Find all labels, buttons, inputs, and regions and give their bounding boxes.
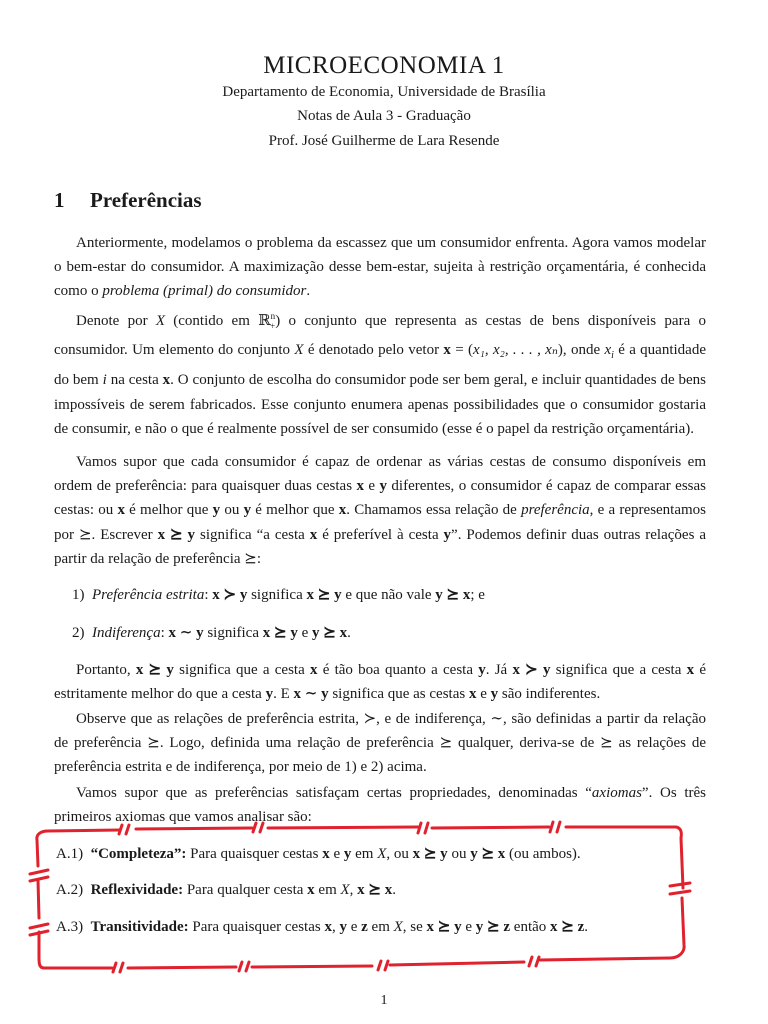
professor-line: Prof. José Guilherme de Lara Resende xyxy=(268,133,500,149)
paragraph-6: Vamos supor que as preferências satisfaçam certas propriedades, denominadas “axiomas”. Os três primeiros axiomas que vamos analisar são: xyxy=(54,785,706,826)
page-number: 1 xyxy=(380,993,388,1008)
notes-line: Notas de Aula 3 - Graduação xyxy=(297,108,471,124)
section-heading xyxy=(54,188,202,213)
paragraph-3: Vamos supor que cada consumidor é capaz de ordenar as várias cestas de consumo disponíveis em ordem de preferência: para quaisquer duas cestas x e y diferentes, o consumidor é capaz de comparar essas cestas: ou x é melhor que y ou y é melhor que x. Chamamos essa relação de preferência, e a representamos por ⪰. Escrever x ⪰ y significa “a cesta x é preferível à cesta y”. Podemos definir duas outras relações a partir da relação de preferência ⪰: xyxy=(54,454,707,567)
section-title: Preferências xyxy=(90,188,202,212)
paragraph-1: Anteriormente, modelamos o problema da escassez que um consumidor enfrenta. Agora vamos modelar o bem-estar do consumidor. A maximização desse bem-estar, sujeita à restrição orçamentária, é conhecida como o problema (primal) do consumidor. xyxy=(54,235,706,300)
section-number: 1 xyxy=(54,188,65,212)
paragraph-5: Observe que as relações de preferência estrita, ≻, e de indiferença, ∼, são definidas a partir da relação de preferência ⪰. Logo, definida uma relação de preferência ⪰ qualquer, deriva-se de ⪰ as relações de preferência estrita e de indiferença, por meio de 1) e 2) acima. xyxy=(54,711,706,776)
paragraph-2: Denote por X (contido em ℝ$^n_+$) o conjunto que representa as cestas de bens disponíveis para o consumidor. Um elemento do conjunto X é denotado pelo vetor x = (x₁, x₂, . . . , xₙ), onde $x_i$ é a quantidade do bem i na cesta x. O conjunto de escolha do consumidor pode ser bem geral, e incluir quantidades de bens impossíveis de serem fabricados. Esse conjunto enumera apenas possibilidades que o consumidor gostaria de consumir, e não o que é realmente possível de ser consumido (esse é o papel da restrição orçamentária). xyxy=(54,311,707,437)
list-item-indifference: 2) Indiferença: x ∼ y significa x ⪰ y e y ⪰ x. xyxy=(72,625,351,641)
axiom-reflexivity: A.2) Reflexividade: Para qualquer cesta x em X, x ⪰ x. xyxy=(56,882,396,898)
department-line: Departamento de Economia, Universidade de Brasília xyxy=(222,84,546,100)
axiom-transitivity: A.3) Transitividade: Para quaisquer cestas x, y e z em X, se x ⪰ y e y ⪰ z então x ⪰ z. xyxy=(56,919,588,935)
axiom-completeness: A.1) “Completeza”: Para quaisquer cestas x e y em X, ou x ⪰ y ou y ⪰ x (ou ambos). xyxy=(56,846,581,862)
list-item-strict: 1) Preferência estrita: x ≻ y significa x ⪰ y e que não vale y ⪰ x; e xyxy=(72,587,485,603)
paragraph-4: Portanto, x ⪰ y significa que a cesta x é tão boa quanto a cesta y. Já x ≻ y significa que a cesta x é estritamente melhor do que a cesta y. E x ∼ y significa que as cestas x e y são indiferentes. xyxy=(54,662,706,703)
document-title: MICROECONOMIA 1 xyxy=(263,52,505,79)
